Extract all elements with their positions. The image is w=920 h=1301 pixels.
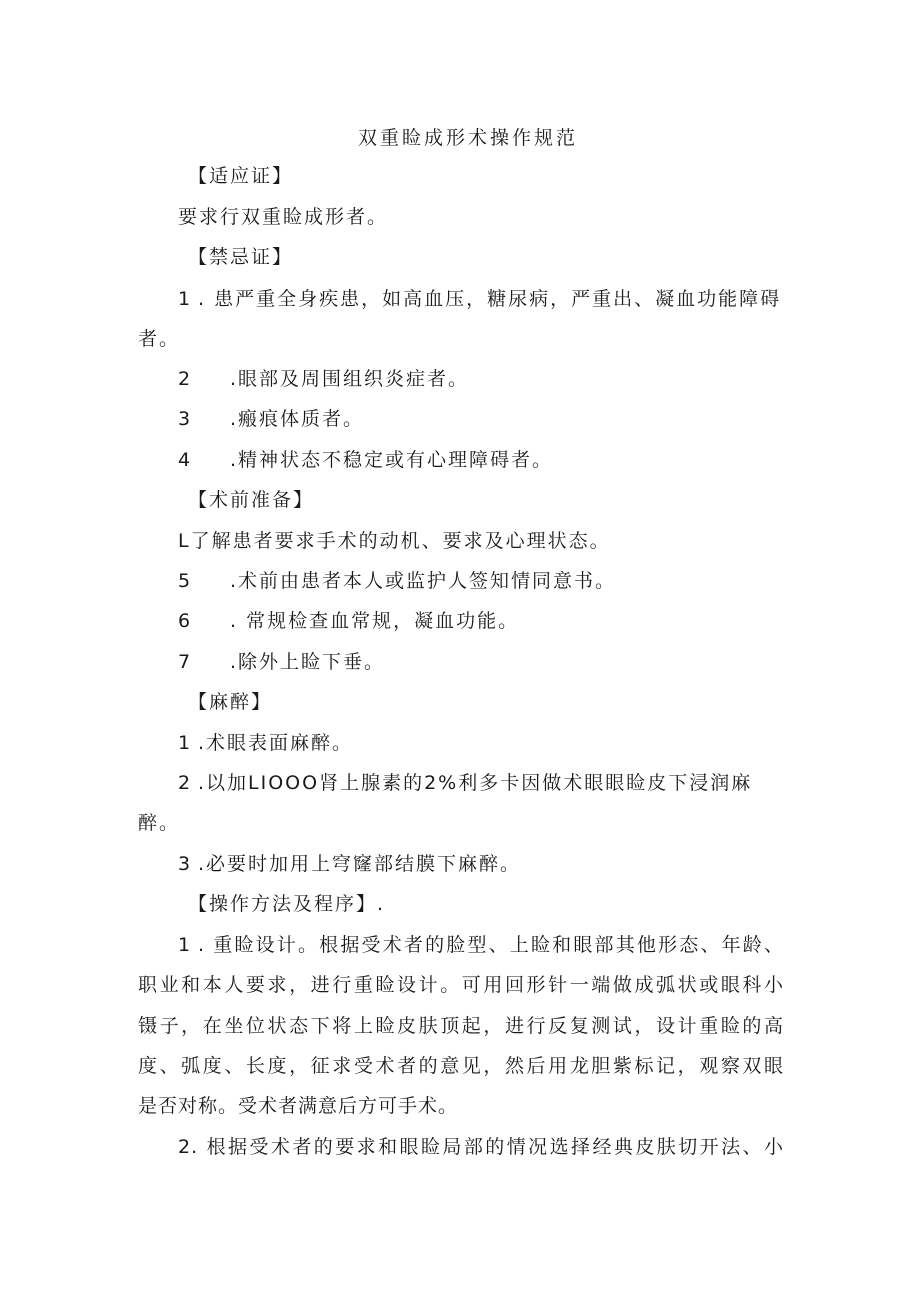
procedure-paragraph-line — [178, 933, 784, 957]
item-number: 2 — [178, 772, 193, 794]
anesthesia-item — [178, 731, 353, 755]
item-number: 5 — [178, 570, 193, 592]
item-text: .精神状态不稳定或有心理障碍者。 — [230, 449, 554, 471]
anesthesia-item-continuation: 醉。 — [138, 812, 181, 834]
procedure-paragraph-line: 是否对称。受术者满意后方可手术。 — [138, 1095, 459, 1117]
section-heading-anesthesia: 【麻醉】 — [188, 691, 273, 713]
section-heading-procedure: 【操作方法及程序】. — [188, 893, 386, 915]
contraindication-item — [178, 287, 781, 311]
section-heading-preop: 【术前准备】 — [188, 489, 315, 511]
item-number: 4 — [178, 449, 193, 471]
document-title: 双重睑成形术操作规范 — [358, 127, 579, 149]
item-text: .眼部及周围组织炎症者。 — [230, 368, 470, 390]
procedure-paragraph-line: 职业和本人要求，进行重睑设计。可用回形针一端做成弧状或眼科小 — [138, 974, 784, 996]
procedure-paragraph-line: 镊子，在坐位状态下将上睑皮肤顶起，进行反复测试，设计重睑的高 — [138, 1015, 784, 1037]
item-text: .除外上睑下垂。 — [230, 651, 386, 673]
item-number: 1 — [178, 732, 193, 754]
item-text: .以加LIOOO肾上腺素的2%利多卡因做术眼眼睑皮下浸润麻 — [198, 772, 753, 794]
contraindication-item-continuation: 者。 — [138, 328, 181, 350]
item-number: 7 — [178, 651, 193, 673]
item-number: 1 — [178, 934, 192, 956]
item-number: 3 — [178, 853, 193, 875]
section-heading-contraindications: 【禁忌证】 — [188, 246, 294, 268]
item-text: .术前由患者本人或监护人签知情同意书。 — [230, 570, 617, 592]
item-text: . 患严重全身疾患，如高血压，糖尿病，严重出、凝血功能障碍 — [198, 288, 782, 310]
contraindication-item — [178, 448, 553, 472]
procedure-paragraph-line: 2. 根据受术者的要求和眼睑局部的情况选择经典皮肤切开法、小 — [178, 1136, 784, 1158]
anesthesia-item — [178, 852, 521, 876]
item-number: 3 — [178, 408, 193, 430]
item-number: 6 — [178, 610, 193, 632]
preop-item — [178, 609, 519, 633]
item-text: . 常规检查血常规，凝血功能。 — [230, 610, 520, 632]
section-heading-indications: 【适应证】 — [188, 165, 294, 187]
contraindication-item — [178, 407, 364, 431]
item-number: 1 — [178, 288, 193, 310]
item-text: . 重睑设计。根据受术者的脸型、上睑和眼部其他形态、年龄、 — [198, 934, 784, 956]
indications-text: 要求行双重睑成形者。 — [178, 206, 389, 228]
item-number: 2 — [178, 368, 193, 390]
contraindication-item — [178, 367, 469, 391]
preop-item — [178, 569, 616, 593]
procedure-paragraph-line: 度、弧度、长度，征求受术者的意见，然后用龙胆紫标记，观察双眼 — [138, 1055, 784, 1077]
preop-item — [178, 529, 611, 553]
item-text: L了解患者要求手术的动机、要求及心理状态。 — [178, 530, 611, 552]
item-text: .术眼表面麻醉。 — [198, 732, 354, 754]
item-text: .瘢痕体质者。 — [230, 408, 365, 430]
preop-item — [178, 650, 385, 674]
anesthesia-item — [178, 771, 752, 795]
item-text: .必要时加用上穹窿部结膜下麻醉。 — [198, 853, 522, 875]
